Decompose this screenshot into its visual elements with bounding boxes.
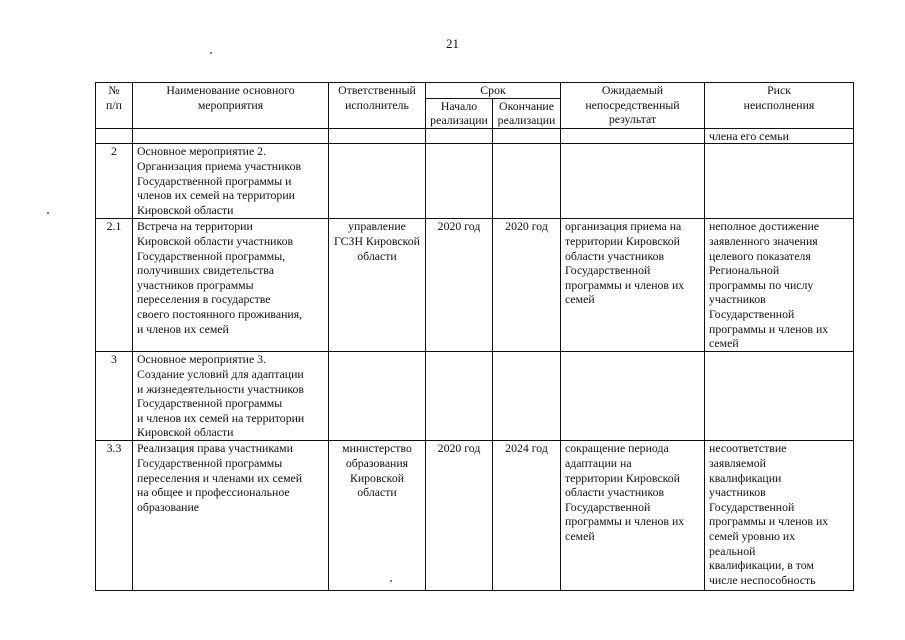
cell-start xyxy=(426,352,493,441)
header-start: Начало реализации xyxy=(426,98,493,128)
cell-result: организация приема на территории Кировской области участников Государственной программы и членов их семей xyxy=(561,219,705,352)
cell-num xyxy=(96,128,133,144)
cell-responsible: министерство образования Кировской области xyxy=(329,441,426,591)
table-row xyxy=(96,441,854,591)
table-row xyxy=(96,144,854,219)
table-row xyxy=(96,219,854,352)
header-result: Ожидаемый непосредственный результат xyxy=(561,83,705,129)
cell-num: 2 xyxy=(96,144,133,219)
table-header-row xyxy=(96,83,854,99)
cell-end: 2024 год xyxy=(493,441,561,591)
cell-responsible xyxy=(329,144,426,219)
cell-start: 2020 год xyxy=(426,441,493,591)
header-responsible: Ответственный исполнитель xyxy=(329,83,426,129)
cell-name: Встреча на территории Кировской области участников Государственной программы, получивших свидетельства участников программы переселения в государстве своего постоянного проживания, и членов их семей xyxy=(133,219,329,352)
cell-responsible xyxy=(329,128,426,144)
cell-name: Реализация права участниками Государственной программы переселения и членами их семей на общее и профессиональное образование xyxy=(133,441,329,591)
cell-responsible: управление ГСЗН Кировской области xyxy=(329,219,426,352)
table-row xyxy=(96,128,854,144)
cell-risk: несоответствие заявляемой квалификации участников Государственной программы и членов их семей уровню их реальной квалификации, в том числе неспособность xyxy=(705,441,854,591)
cell-result xyxy=(561,352,705,441)
cell-result xyxy=(561,128,705,144)
cell-responsible xyxy=(329,352,426,441)
cell-risk xyxy=(705,144,854,219)
cell-end: 2020 год xyxy=(493,219,561,352)
cell-result xyxy=(561,144,705,219)
scan-speck xyxy=(47,212,49,214)
cell-start xyxy=(426,144,493,219)
cell-num: 2.1 xyxy=(96,219,133,352)
cell-name: Основное мероприятие 2. Организация приема участников Государственной программы и членов их семей на территории Кировской области xyxy=(133,144,329,219)
cell-num: 3 xyxy=(96,352,133,441)
cell-risk: члена его семьи xyxy=(705,128,854,144)
cell-end xyxy=(493,144,561,219)
cell-end xyxy=(493,352,561,441)
table-row xyxy=(96,352,854,441)
header-end: Окончание реализации xyxy=(493,98,561,128)
cell-result: сокращение периода адаптации на территории Кировской области участников Государственной программы и членов их семей xyxy=(561,441,705,591)
cell-start: 2020 год xyxy=(426,219,493,352)
header-num: № п/п xyxy=(96,83,133,129)
cell-num: 3.3 xyxy=(96,441,133,591)
cell-start xyxy=(426,128,493,144)
scan-speck xyxy=(210,52,212,54)
header-term: Срок xyxy=(426,83,561,99)
cell-end xyxy=(493,128,561,144)
cell-risk: неполное достижение заявленного значения целевого показателя Региональной программы по числу участников Государственной программы и членов их семей xyxy=(705,219,854,352)
header-name: Наименование основного мероприятия xyxy=(133,83,329,129)
cell-name: Основное мероприятие 3. Создание условий для адаптации и жизнедеятельности участников Государственной программы и членов их семей на территории Кировской области xyxy=(133,352,329,441)
cell-name xyxy=(133,128,329,144)
measures-table xyxy=(95,82,854,591)
page-number: 21 xyxy=(446,36,459,51)
cell-risk xyxy=(705,352,854,441)
scan-speck xyxy=(390,580,392,582)
header-risk: Риск неисполнения xyxy=(705,83,854,129)
